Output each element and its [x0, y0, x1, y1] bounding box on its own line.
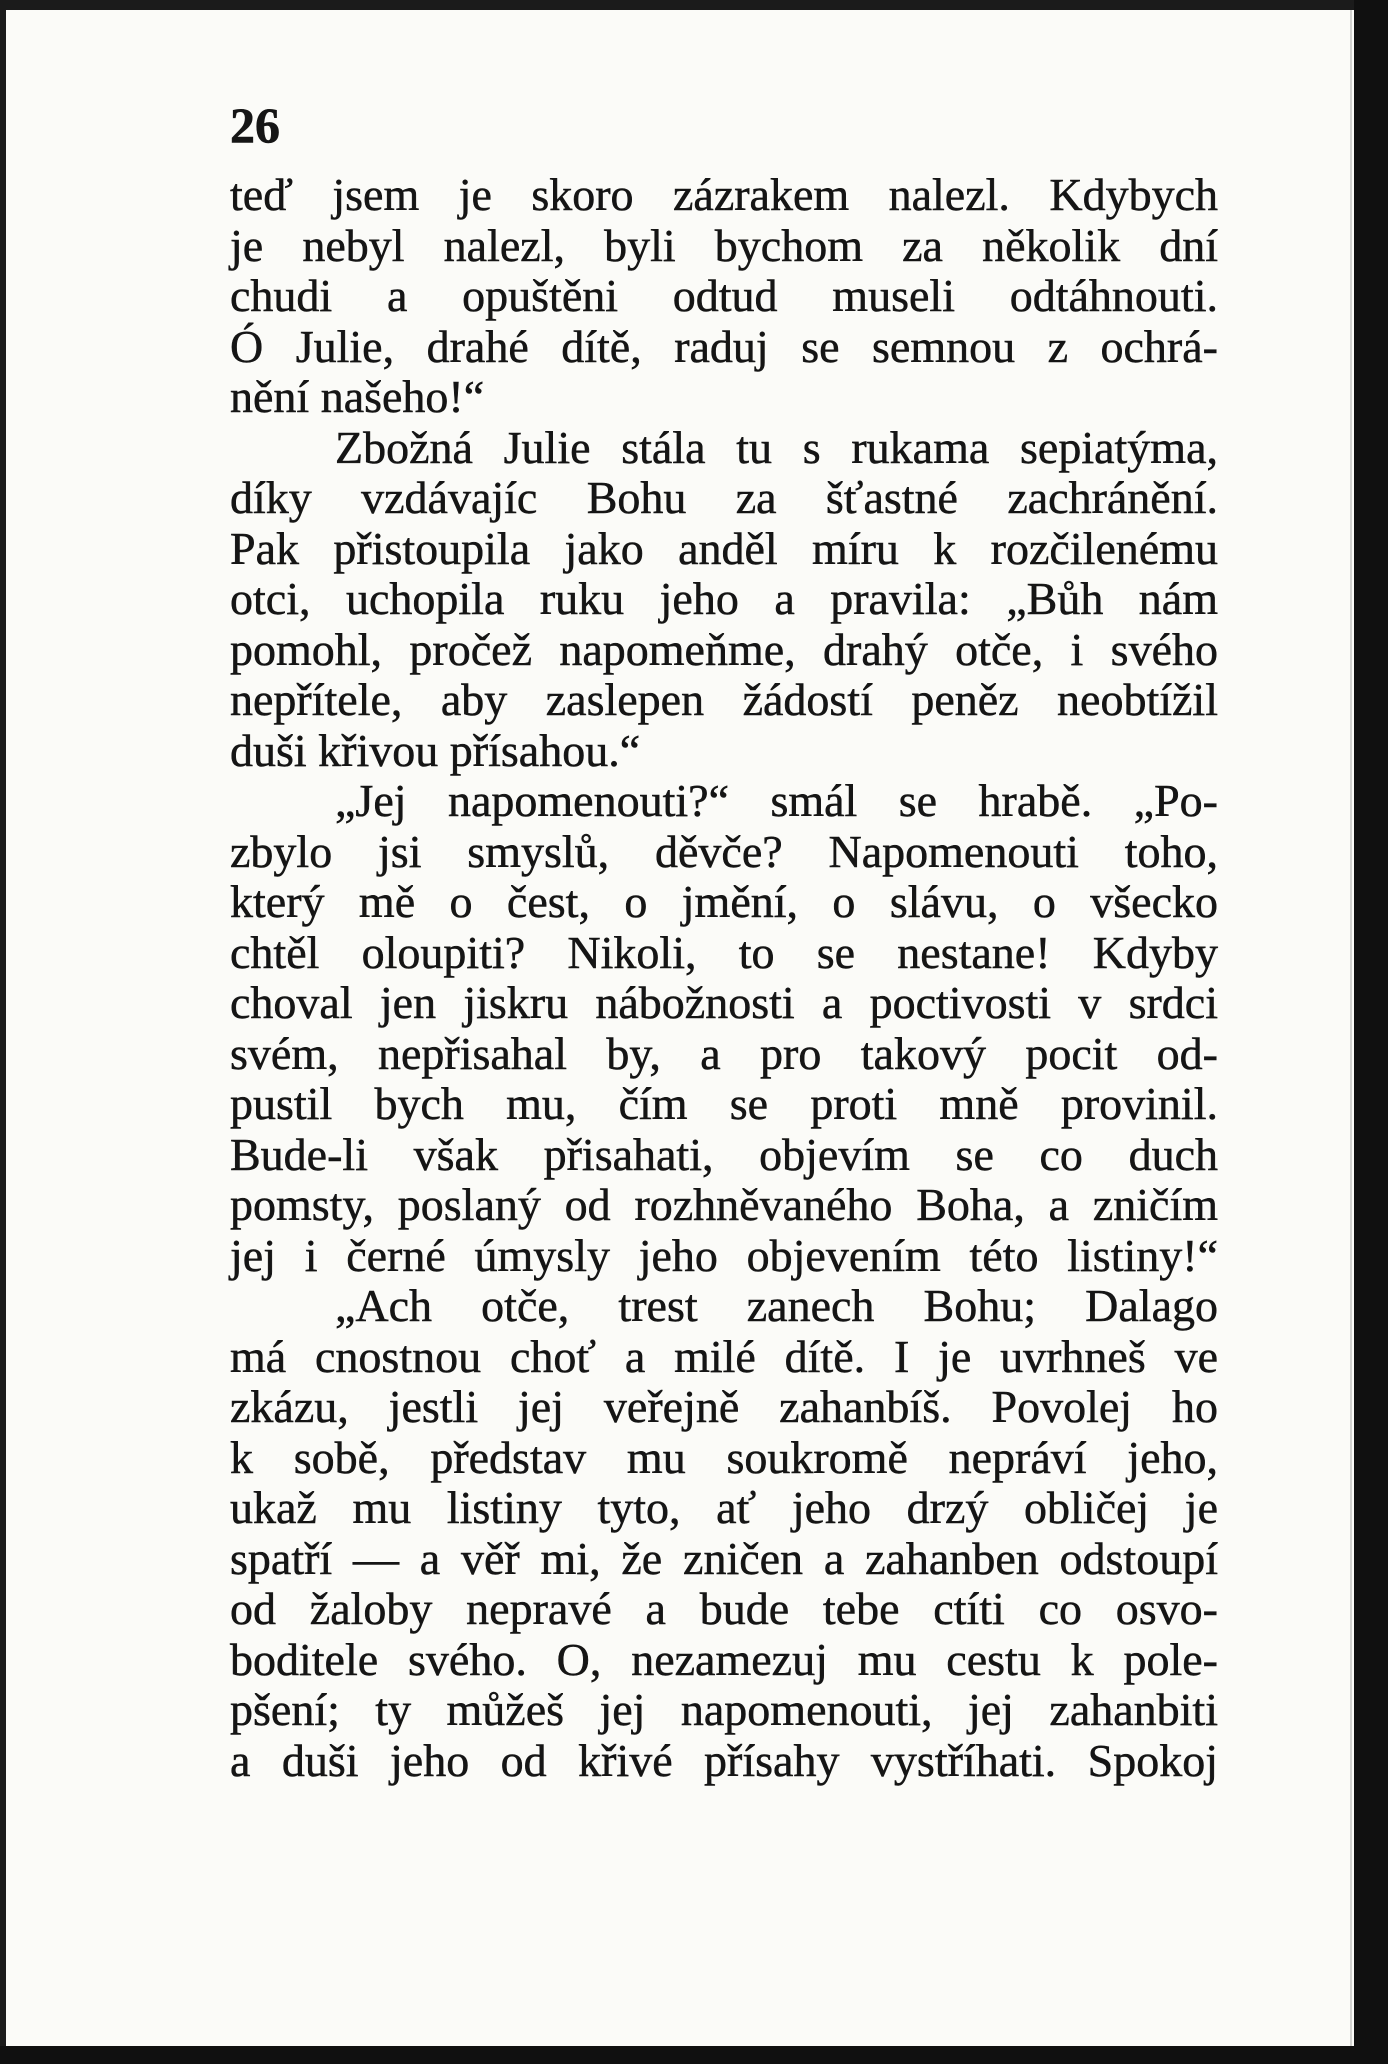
text-line: který mě o čest, o jmění, o slávu, o všecko	[230, 876, 1218, 927]
text-line: Ó Julie, drahé dítě, raduj se semnou z ochrá-	[230, 320, 1218, 372]
paragraph	[230, 776, 1218, 1281]
text-line: Zbožná Julie stála tu s rukama sepiatýma,	[335, 421, 1218, 473]
text-line: teď jsem je skoro zázrakem nalezl. Kdybych	[230, 169, 1218, 220]
paragraph	[230, 423, 1218, 777]
text-line: chudi a opuštěni odtud museli odtáhnouti.	[230, 270, 1218, 321]
text-line: díky vzdávajíc Bohu za šťastné zachránění.	[230, 472, 1218, 523]
text-line: ukaž mu listiny tyto, ať jeho drzý obličej je	[230, 1482, 1218, 1533]
text-line: otci, uchopila ruku jeho a pravila: „Bůh nám	[230, 573, 1218, 624]
text-line: nepřítele, aby zaslepen žádostí peněz neobtížil	[230, 674, 1218, 725]
text-line: od žaloby nepravé a bude tebe ctíti co osvo-	[230, 1583, 1218, 1634]
text-line: chtěl oloupiti? Nikoli, to se nestane! Kdyby	[230, 926, 1218, 978]
scan-edge-left	[0, 0, 6, 2064]
text-line: choval jen jiskru nábožnosti a poctivosti v srdci	[230, 977, 1218, 1028]
text-line: pšení; ty můžeš jej napomenouti, jej zahanbiti	[230, 1684, 1218, 1735]
scan-edge-top	[0, 0, 1388, 10]
body-text	[230, 170, 1218, 1786]
text-line: a duši jeho od křivé přísahy vystříhati. Spokoj	[230, 1734, 1218, 1786]
page-number: 26	[230, 97, 280, 153]
text-line: zkázu, jestli jej veřejně zahanbíš. Povolej ho	[230, 1381, 1218, 1432]
paragraph	[230, 1281, 1218, 1786]
text-line: nění našeho!“	[230, 371, 485, 422]
text-line: „Jej napomenouti?“ smál se hrabě. „Po-	[335, 775, 1218, 826]
page-edge-shadow	[1350, 10, 1352, 2046]
text-line: „Ach otče, trest zanech Bohu; Dalago	[335, 1280, 1218, 1331]
paragraph	[230, 170, 1218, 423]
text-line: boditele svého. O, nezamezuj mu cestu k pole-	[230, 1633, 1218, 1685]
text-line: Bude-li však přisahati, objevím se co duch	[230, 1128, 1218, 1180]
text-line: pustil bych mu, čím se proti mně provinil.	[230, 1078, 1218, 1129]
text-line: duši křivou přísahou.“	[230, 724, 641, 776]
text-line: je nebyl nalezl, byli bychom za několik dní	[230, 219, 1218, 271]
text-line: jej i černé úmysly jeho objevením této listiny!“	[230, 1229, 1218, 1281]
text-line: pomohl, pročež napomeňme, drahý otče, i svého	[230, 623, 1218, 675]
text-line: spatří — a věř mi, že zničen a zahanben odstoupí	[230, 1532, 1218, 1584]
text-line: svém, nepřisahal by, a pro takový pocit od-	[230, 1027, 1218, 1079]
scan-edge-bottom	[0, 2046, 1388, 2064]
scan-edge-right	[1354, 0, 1388, 2064]
text-line: zbylo jsi smyslů, děvče? Napomenouti toho,	[230, 825, 1218, 877]
text-line: má cnostnou choť a milé dítě. I je uvrhneš ve	[230, 1330, 1218, 1382]
text-line: k sobě, představ mu soukromě nepráví jeho,	[230, 1431, 1218, 1483]
text-line: Pak přistoupila jako anděl míru k rozčilenému	[230, 522, 1218, 574]
text-line: pomsty, poslaný od rozhněvaného Boha, a zničím	[230, 1179, 1218, 1230]
